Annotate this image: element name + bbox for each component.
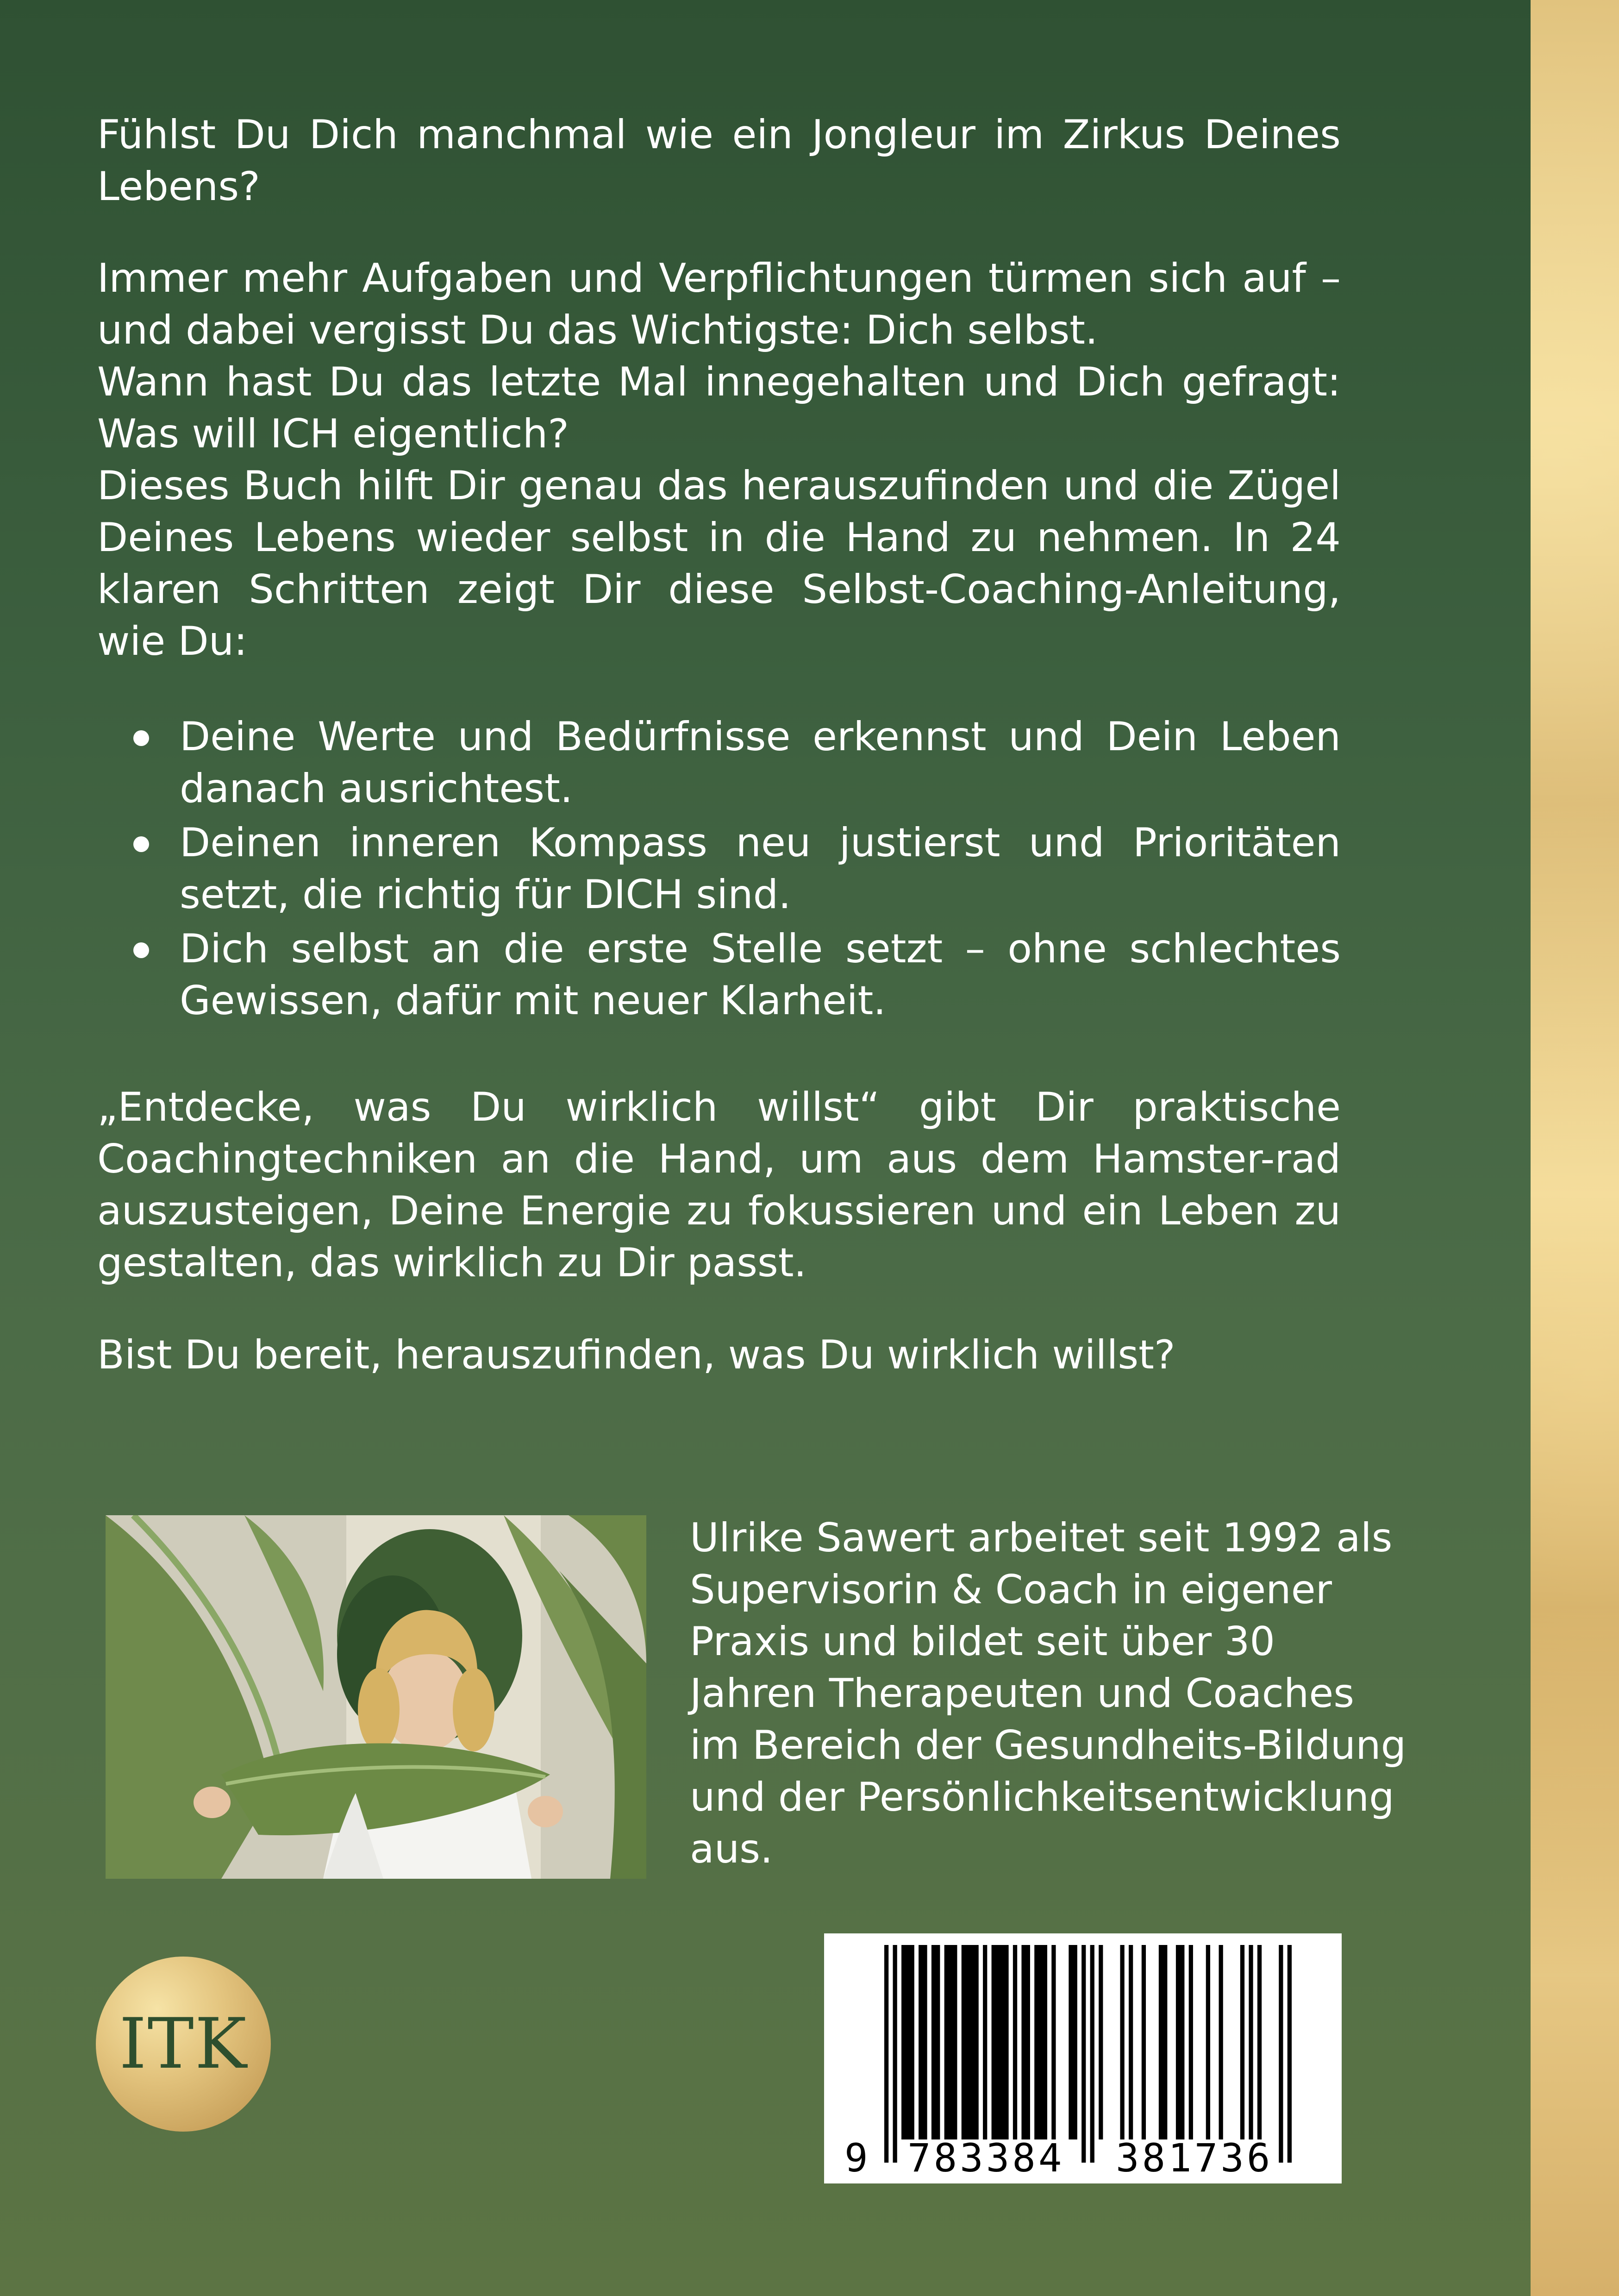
bullet-icon xyxy=(133,836,149,852)
barcode-bar-23 xyxy=(1206,1945,1210,2139)
benefit-item: Dich selbst an die erste Stelle setzt – ohne schlechtes Gewissen, dafür mit neuer Klarheit. xyxy=(97,923,1341,1027)
barcode-bar-0 xyxy=(884,1945,888,2163)
barcode-bar-2 xyxy=(901,1945,914,2139)
barcode-bar-8 xyxy=(992,1945,1009,2139)
barcode-bar-24 xyxy=(1219,1945,1223,2139)
barcode-bar-12 xyxy=(1051,1945,1056,2139)
barcode-bar-18 xyxy=(1129,1945,1133,2139)
barcode-bar-14 xyxy=(1081,1945,1086,2163)
description-line-3: Dieses Buch hilft Dir genau das herauszufinden und die Zügel Deines Lebens wieder selbst in die Hand zu nehmen. In 24 klaren Schritten zeigt Dir diese Selbst-Coaching-Anleitung, wie Du: xyxy=(97,463,1341,665)
author-bio: Ulrike Sawert arbeitet seit 1992 als Supervisorin & Coach in eigener Praxis und bildet seit über 30 Jahren Therapeuten und Coaches im Bereich der Gesundheits-Bildung und der Persönlichkeitsentwicklung aus. xyxy=(690,1515,1406,1872)
barcode-bar-9 xyxy=(1013,1945,1017,2139)
barcode-bar-10 xyxy=(1021,1945,1030,2139)
author-photo xyxy=(106,1515,646,1879)
benefit-item: Deine Werte und Bedürfnisse erkennst und Dein Leben danach ausrichtest. xyxy=(97,711,1341,815)
barcode-digits-right: 381736 xyxy=(1116,2135,1273,2181)
barcode-bar-3 xyxy=(919,1945,927,2139)
barcode-bar-16 xyxy=(1099,1945,1103,2139)
barcode-bar-7 xyxy=(983,1945,987,2139)
barcode-bar-27 xyxy=(1257,1945,1262,2139)
barcode-bar-28 xyxy=(1279,1945,1283,2163)
barcode-bar-15 xyxy=(1090,1945,1094,2163)
intro-question xyxy=(97,109,1341,213)
barcode-bar-26 xyxy=(1249,1945,1253,2139)
barcode-bar-5 xyxy=(944,1945,957,2139)
author-photo-illustration xyxy=(106,1515,646,1879)
publisher-logo-text: ITK xyxy=(119,2004,248,2084)
description-paragraph xyxy=(97,252,1341,667)
barcode-bar-4 xyxy=(931,1945,940,2139)
publisher-logo xyxy=(96,1957,271,2132)
barcode-bar-1 xyxy=(893,1945,897,2163)
description-line-2: Wann hast Du das letzte Mal innegehalten und Dich gefragt: Was will ICH eigentlich? xyxy=(97,359,1341,457)
barcode-bar-13 xyxy=(1069,1945,1077,2139)
barcode-bar-22 xyxy=(1189,1945,1193,2139)
gold-spine-strip xyxy=(1531,0,1619,2296)
barcode-bar-20 xyxy=(1159,1945,1168,2139)
isbn-barcode xyxy=(824,1933,1342,2183)
bullet-icon xyxy=(133,730,149,746)
intro-text: Fühlst Du Dich manchmal wie ein Jongleur im Zirkus Deines Lebens? xyxy=(97,112,1341,210)
closing-text: Bist Du bereit, herauszufinden, was Du wirklich willst? xyxy=(97,1332,1175,1378)
barcode-bar-17 xyxy=(1120,1945,1124,2139)
description-line-1: Immer mehr Aufgaben und Verpflichtungen türmen sich auf – und dabei vergisst Du das Wichtigste: Dich selbst. xyxy=(97,255,1341,353)
book-summary-paragraph xyxy=(97,1081,1341,1289)
bullet-icon xyxy=(133,942,149,958)
barcode-digit-first: 9 xyxy=(844,2135,871,2181)
summary-text: „Entdecke, was Du wirklich willst“ gibt Dir praktische Coachingtechniken an die Hand, um aus dem Hamster-rad auszusteigen, Deine Energie zu fokussieren und ein Leben zu gestalten, das wirklich zu Dir passt. xyxy=(97,1084,1341,1286)
barcode-bar-6 xyxy=(962,1945,979,2139)
barcode-bar-29 xyxy=(1288,1945,1292,2163)
benefit-list xyxy=(97,711,1341,1029)
barcode-digits-left: 783384 xyxy=(907,2135,1065,2181)
barcode-bar-21 xyxy=(1176,1945,1185,2139)
benefit-item: Deinen inneren Kompass neu justierst und Prioritäten setzt, die richtig für DICH sind. xyxy=(97,817,1341,921)
barcode-bar-25 xyxy=(1240,1945,1244,2139)
closing-question xyxy=(97,1329,1341,1381)
barcode-bar-11 xyxy=(1034,1945,1047,2139)
barcode-bar-19 xyxy=(1142,1945,1146,2139)
